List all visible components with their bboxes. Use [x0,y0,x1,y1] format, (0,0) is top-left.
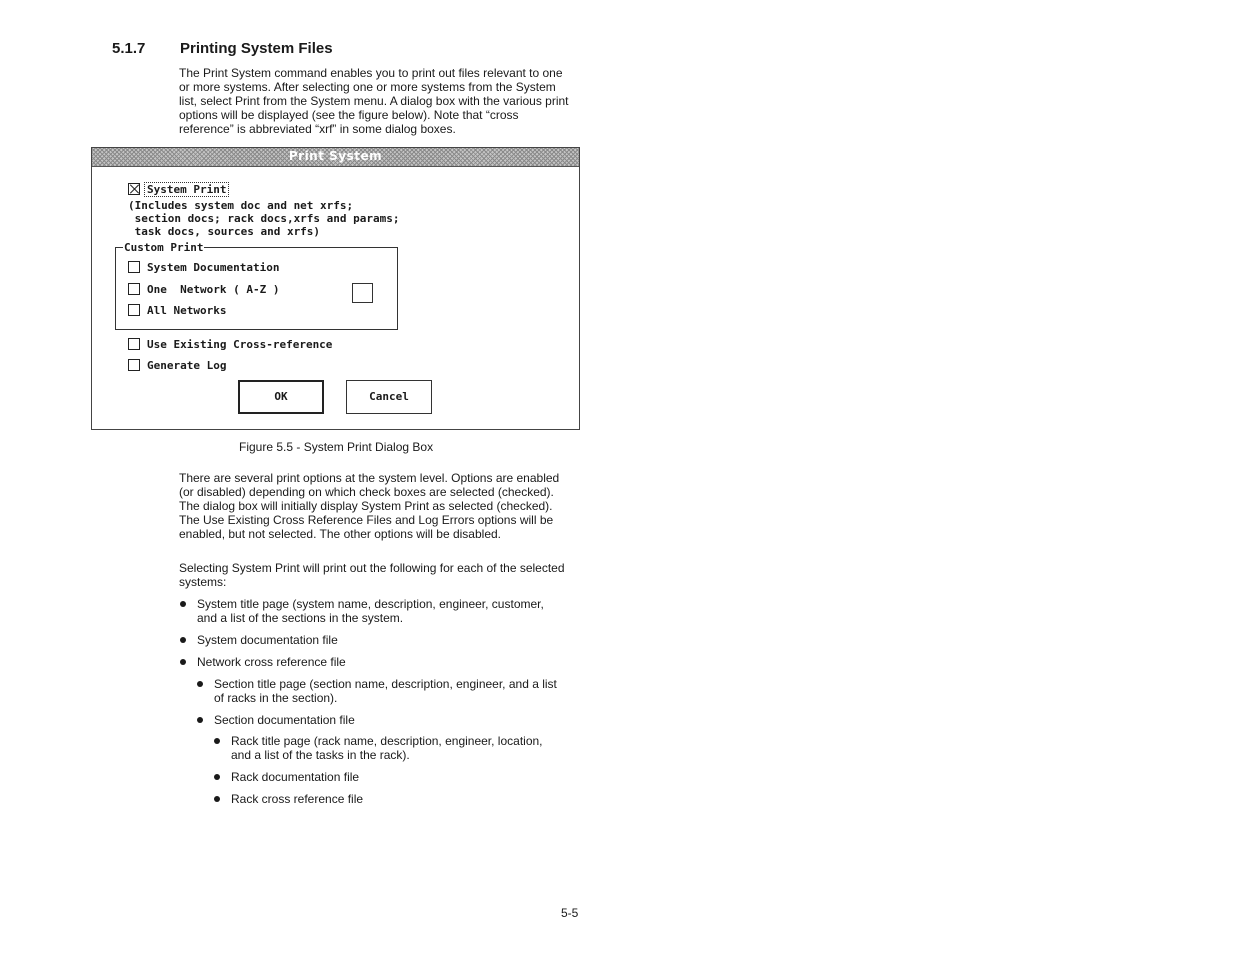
system-documentation-label[interactable]: System Documentation [147,261,280,274]
one-network-label[interactable]: One Network ( A-Z ) [147,283,280,296]
cancel-button[interactable]: Cancel [346,380,432,414]
system-print-label[interactable]: System Print [144,182,229,197]
system-documentation-checkbox[interactable] [128,261,140,273]
print-system-dialog [91,147,580,430]
bullet-icon [180,601,186,607]
list-item-text: Rack title page (rack name, description, engineer, location, and a list of the tasks in the rack). [231,734,543,762]
includes-line-1: (Includes system doc and net xrfs; [128,199,354,212]
list-item-text: Rack cross reference file [231,792,364,806]
options-paragraph: There are several print options at the system level. Options are enabled (or disabled) depending on which check boxes are selected (checked). The dialog box will initially display System Print as selected (checked). The Use Existing Cross Reference Files and Log Errors options will be enabled, but not selected. The other options will be disabled. [179,471,560,541]
intro-paragraph: The Print System command enables you to print out files relevant to one or more systems. After selecting one or more systems from the System list, select Print from the System menu. A dialog box with the various print options will be displayed (see the figure below). Note that “cross reference” is abbreviated “xrf” in some dialog boxes. [179,66,569,136]
bullet-icon [214,738,220,744]
network-select-box[interactable] [352,283,373,303]
generate-log-checkbox[interactable] [128,359,140,371]
dialog-title: Print System [288,149,383,163]
custom-print-legend: Custom Print [124,241,204,254]
bullet-icon [197,717,203,723]
list-item-text: Section documentation file [214,713,355,727]
includes-line-2: section docs; rack docs,xrfs and params; [128,212,400,225]
list-item-text: System title page (system name, description, engineer, customer, and a list of the sections in the system. [197,597,544,625]
includes-line-3: task docs, sources and xrfs) [128,225,321,238]
all-networks-label[interactable]: All Networks [147,304,227,317]
ok-button[interactable]: OK [238,380,324,414]
dialog-titlebar[interactable] [92,148,579,167]
bullet-icon [180,637,186,643]
page-number: 5-5 [561,906,579,920]
all-networks-checkbox[interactable] [128,304,140,316]
use-existing-xref-checkbox[interactable] [128,338,140,350]
system-print-checkbox[interactable] [128,183,140,195]
selecting-paragraph: Selecting System Print will print out the following for each of the selected systems: [179,561,565,589]
generate-log-label[interactable]: Generate Log [147,359,227,372]
bullet-icon [180,659,186,665]
bullet-icon [214,796,220,802]
bullet-icon [214,774,220,780]
section-number: 5.1.7 [112,40,146,57]
one-network-checkbox[interactable] [128,283,140,295]
use-existing-xref-label[interactable]: Use Existing Cross-reference [147,338,333,351]
list-item-text: Network cross reference file [197,655,346,669]
section-title: Printing System Files [180,40,333,57]
bullet-icon [197,681,203,687]
list-item-text: Section title page (section name, description, engineer, and a list of racks in the section). [214,677,557,705]
figure-caption: Figure 5.5 - System Print Dialog Box [239,440,434,454]
list-item-text: Rack documentation file [231,770,360,784]
list-item-text: System documentation file [197,633,338,647]
